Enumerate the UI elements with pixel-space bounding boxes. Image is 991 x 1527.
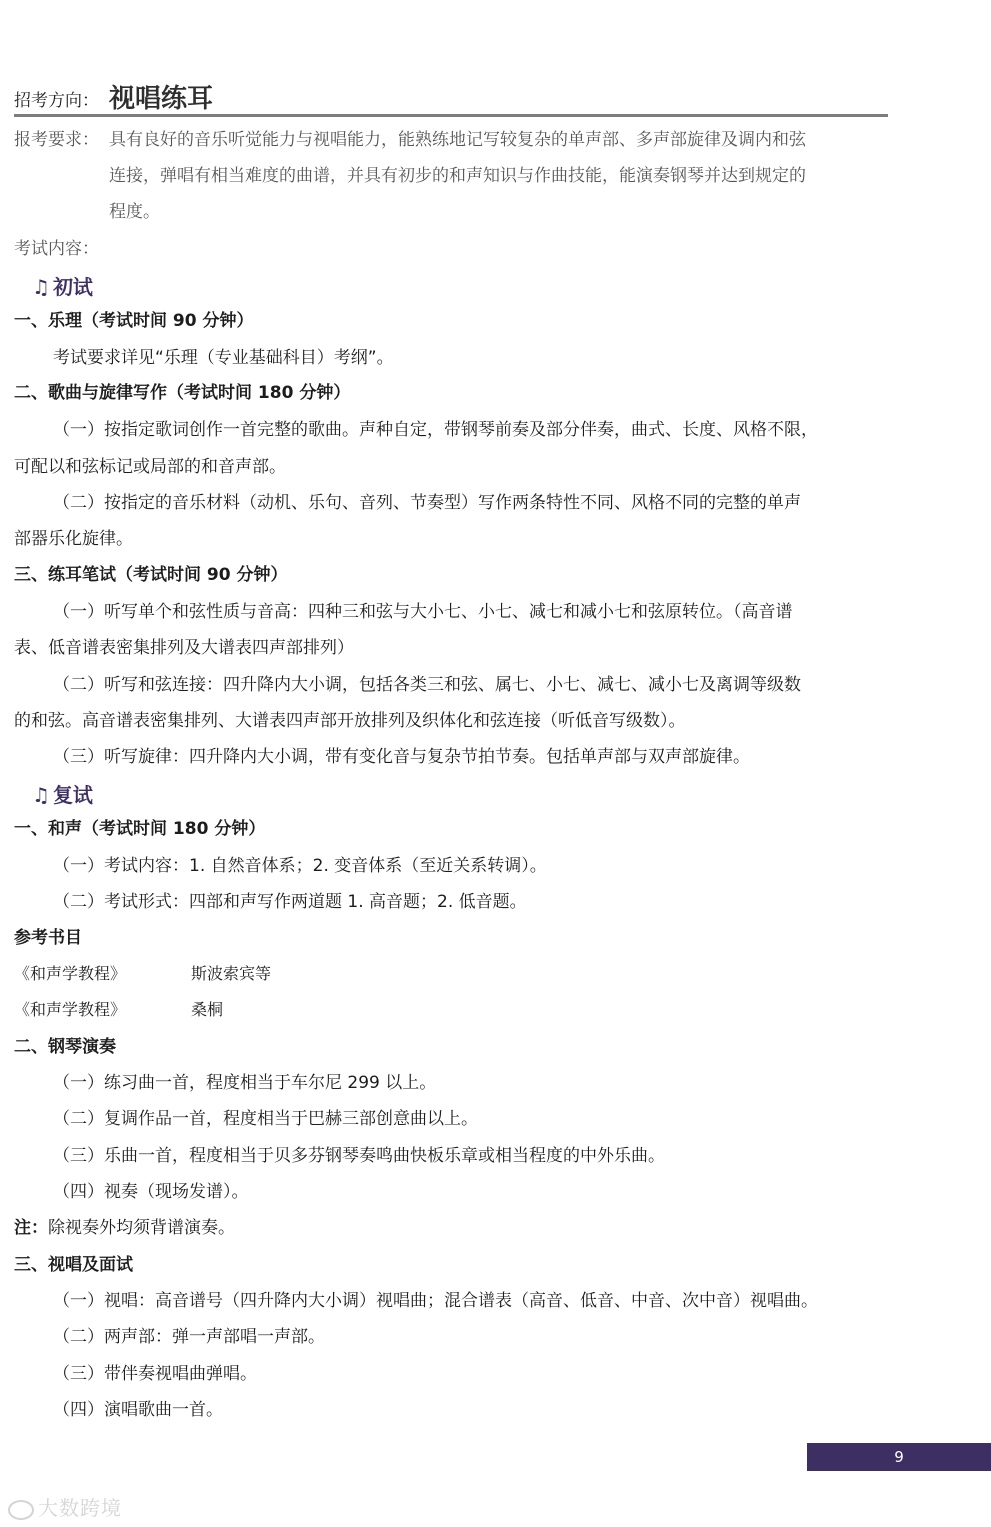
reference-1-author: 斯波索宾等 — [191, 964, 272, 983]
section-music-theory-title: 一、乐理（考试时间 90 分钟） — [14, 311, 254, 331]
reference-2-book: 《和声学教程》 — [14, 1000, 127, 1019]
note-text: 除视奏外均须背谱演奏。 — [48, 1218, 235, 1238]
note-label: 注： — [14, 1218, 48, 1238]
piano-item-2: （二）复调作品一首，程度相当于巴赫三部创意曲以上。 — [53, 1109, 478, 1129]
ear-training-item-2-line-1: （二）听写和弦连接：四升降内大小调，包括各类三和弦、属七、小七、减七、减小七及离调等级数 — [53, 675, 801, 695]
sight-singing-item-4: （四）演唱歌曲一首。 — [53, 1400, 223, 1420]
requirement-line-2: 连接，弹唱有相当难度的曲谱，并具有初步的和声知识与作曲技能，能演奏钢琴并达到规定的 — [109, 166, 806, 186]
harmony-item-1: （一）考试内容：1. 自然音体系；2. 变音体系（至近关系转调）。 — [53, 856, 547, 876]
sight-singing-item-1: （一）视唱：高音谱号（四升降内大小调）视唱曲；混合谱表（高音、低音、中音、次中音）视唱曲。 — [53, 1291, 818, 1311]
section-music-theory-text: 考试要求详见“乐理（专业基础科目）考纲”。 — [53, 348, 394, 368]
sight-singing-item-2: （二）两声部：弹一声部唱一声部。 — [53, 1327, 325, 1347]
requirement-line-3: 程度。 — [109, 202, 160, 222]
prelim-title: 初试 — [52, 275, 93, 299]
retest-heading — [32, 779, 93, 808]
exam-content-label: 考试内容： — [14, 239, 99, 259]
watermark-logo-icon — [8, 1500, 34, 1520]
sight-singing-item-3: （三）带伴奏视唱曲弹唱。 — [53, 1364, 257, 1384]
song-writing-item-2-line-1: （二）按指定的音乐材料（动机、乐句、音列、节奏型）写作两条特性不同、风格不同的完整的单声 — [53, 493, 801, 513]
piano-item-3: （三）乐曲一首，程度相当于贝多芬钢琴奏鸣曲快板乐章或相当程度的中外乐曲。 — [53, 1146, 665, 1166]
piano-item-1: （一）练习曲一首，程度相当于车尔尼 299 以上。 — [53, 1073, 437, 1093]
harmony-item-2: （二）考试形式：四部和声写作两道题 1. 高音题；2. 低音题。 — [53, 892, 527, 912]
ear-training-item-1-line-1: （一）听写单个和弦性质与音高：四种三和弦与大小七、小七、减七和减小七和弦原转位。（高音谱 — [53, 602, 793, 622]
song-writing-item-1-line-2: 可配以和弦标记或局部的和音声部。 — [14, 457, 286, 477]
section-ear-training-title: 三、练耳笔试（考试时间 90 分钟） — [14, 565, 288, 585]
requirement-label: 报考要求： — [14, 130, 99, 150]
header-divider — [14, 114, 888, 117]
section-song-writing-title: 二、歌曲与旋律写作（考试时间 180 分钟） — [14, 383, 351, 403]
requirement-line-1: 具有良好的音乐听觉能力与视唱能力，能熟练地记写较复杂的单声部、多声部旋律及调内和弦 — [109, 130, 806, 150]
page-title: 视唱练耳 — [109, 84, 214, 114]
reference-2-author: 桑桐 — [191, 1000, 224, 1019]
watermark-text: 大数跨境 — [38, 1496, 122, 1520]
music-note-icon: ♫ — [32, 783, 50, 807]
song-writing-item-2-line-2: 部器乐化旋律。 — [14, 529, 133, 549]
retest-title: 复试 — [52, 783, 93, 807]
page-number: 9 — [894, 1448, 904, 1466]
piano-item-4: （四）视奏（现场发谱）。 — [53, 1182, 249, 1202]
music-note-icon: ♫ — [32, 275, 50, 299]
prelim-heading — [32, 271, 93, 300]
section-sight-singing-title: 三、视唱及面试 — [14, 1255, 133, 1275]
song-writing-item-1-line-1: （一）按指定歌词创作一首完整的歌曲。声种自定，带钢琴前奏及部分伴奏，曲式、长度、风格不限， — [53, 420, 818, 440]
ear-training-item-1-line-2: 表、低音谱表密集排列及大谱表四声部排列） — [14, 638, 354, 658]
ear-training-item-3: （三）听写旋律：四升降内大小调，带有变化音与复杂节拍节奏。包括单声部与双声部旋律。 — [53, 747, 750, 767]
header-label: 招考方向： — [14, 91, 99, 111]
reference-1-book: 《和声学教程》 — [14, 964, 127, 983]
watermark — [8, 1492, 122, 1521]
page-number-badge — [807, 1443, 991, 1471]
section-piano-title: 二、钢琴演奏 — [14, 1037, 116, 1057]
references-title: 参考书目 — [14, 928, 82, 948]
ear-training-item-2-line-2: 的和弦。高音谱表密集排列、大谱表四声部开放排列及织体化和弦连接（听低音写级数）。 — [14, 711, 686, 731]
section-harmony-title: 一、和声（考试时间 180 分钟） — [14, 819, 266, 839]
note-line — [14, 1216, 235, 1240]
